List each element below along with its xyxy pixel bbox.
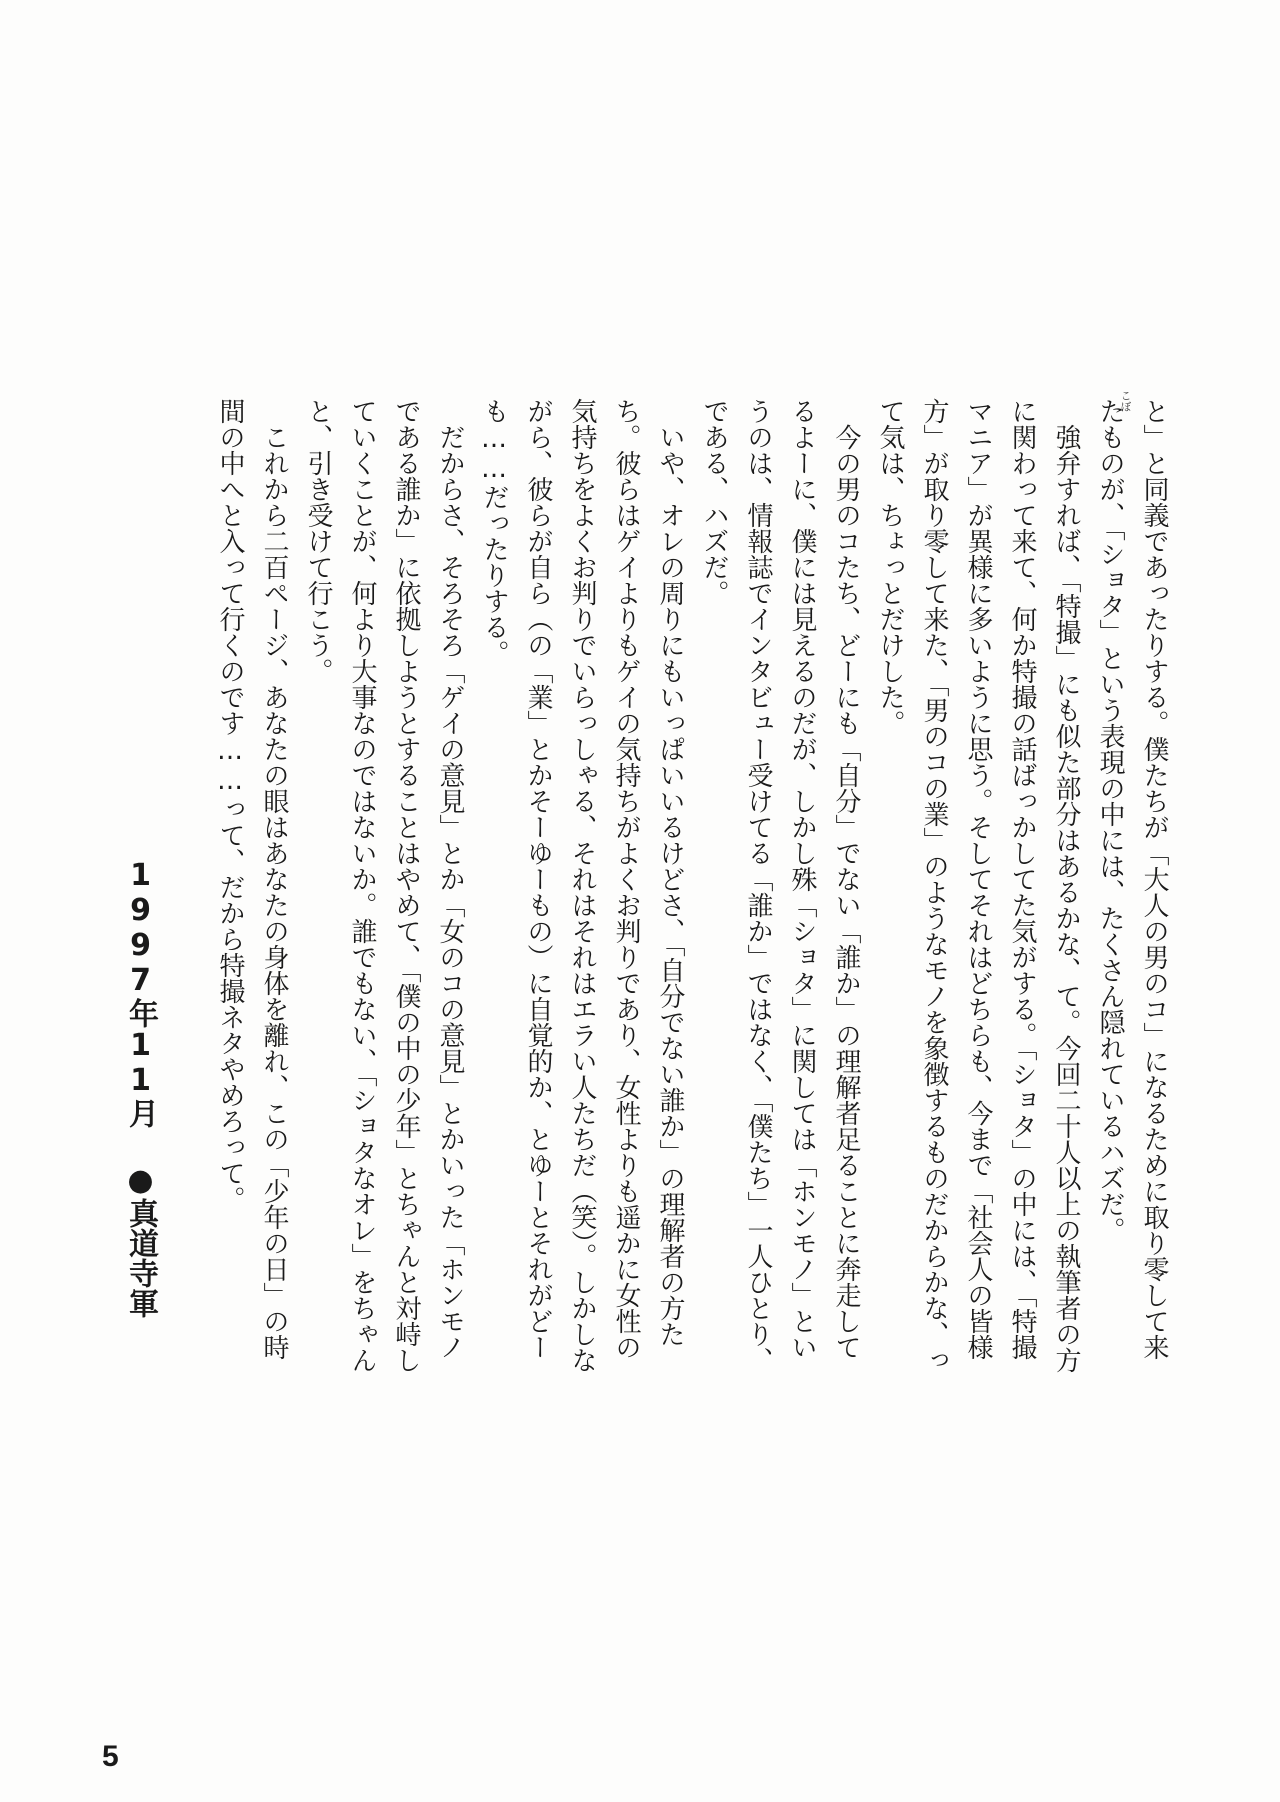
page-number: 5 bbox=[102, 1740, 119, 1773]
ruby-annotation: こぼ bbox=[1119, 390, 1132, 412]
paragraph: だからさ、そろそろ「ゲイの意見」とか「女のコの意見」とかいった「ホンモノである誰か」に依拠しようとすることはやめて、「僕の中の少年」とちゃんと対峙していくことが、何より大事なのではないか。誰でもない、「ショタなオレ」をちゃんと、引き受けて行こう。 bbox=[303, 398, 465, 1373]
paragraph: 今の男のコたち、どーにも「自分」でない「誰か」の理解者足ることに奔走してるよーに、僕には見えるのだが、しかし殊「ショタ」に関しては「ホンモノ」というのは、情報誌でインタビュー受けてる「誰か」ではなく、「僕たち」一人ひとり、である、ハズだ。 bbox=[699, 398, 861, 1373]
paragraph: いや、オレの周りにもいっぱいいるけどさ、「自分でない誰か」の理解者の方たち。彼らはゲイよりもゲイの気持ちがよくお判りであり、女性よりも遥かに女性の気持ちをよくお判りでいらっしゃる、それはそれはエラい人たちだ（笑）。しかしながら、彼らが自ら（の「業」とかそーゆーもの）に自覚的か、とゆーとそれがどーも……だったりする。 bbox=[479, 398, 685, 1373]
paragraph: と」と同義であったりする。僕たちが「大人の男のコ」になるために取り零して来たものが、「ショタ」という表現の中には、たくさん隠れているハズだ。 bbox=[1095, 398, 1169, 1360]
paragraph: これから二百ページ、あなたの眼はあなたの身体を離れ、この「少年の日」の時間の中へと入って行くのです……って、だから特撮ネタやめろって。 bbox=[215, 398, 289, 1360]
paragraph: 強弁すれば、「特撮」にも似た部分はあるかな、て。今回二十人以上の執筆者の方に関わって来て、何か特撮の話ばっかしてた気がする。「ショタ」の中には、「特撮マニア」が異様に多いように思う。そしてそれはどちらも、今まで「社会人の皆様方」が取り零して来た、「男のコの業」のようなモノを象徴するものだからかな、って気は、ちょっとだけした。 bbox=[875, 398, 1081, 1373]
signature: 1997年11月 ●真道寺軍 bbox=[123, 858, 158, 1318]
body-text bbox=[196, 398, 1176, 1378]
